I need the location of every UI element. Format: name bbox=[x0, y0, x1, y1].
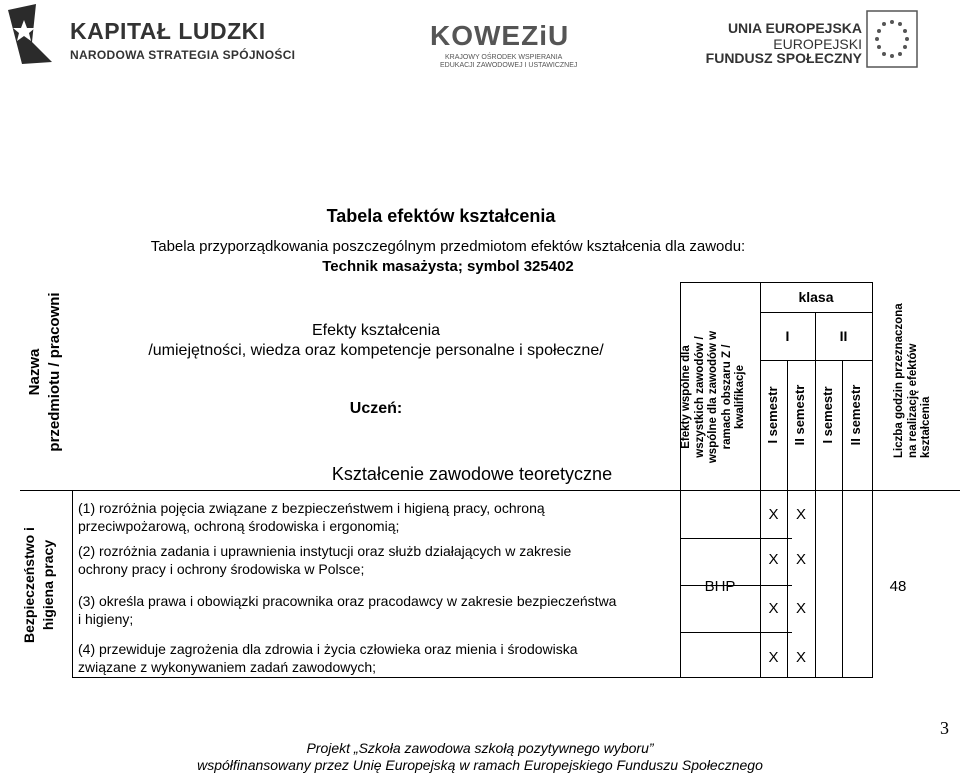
header-subject-line2: przedmiotu / pracowni bbox=[46, 292, 63, 452]
section-title: Kształcenie zawodowe teoretyczne bbox=[331, 464, 613, 484]
header-hours-line3: kształcenia bbox=[920, 396, 932, 458]
header-klasa-II: II bbox=[839, 328, 848, 344]
row-3-mark-2: X bbox=[795, 600, 806, 617]
footer-line-1: Projekt „Szkoła zawodowa szkołą pozytywnego wyboru” bbox=[306, 740, 654, 756]
header-semester-1: I semestr bbox=[765, 386, 780, 444]
kowezu-subtitle-2: EDUKACJI ZAWODOWEJ I USTAWICZNEJ bbox=[440, 62, 578, 69]
row-2-mark-2: X bbox=[795, 551, 806, 568]
row-1-line2: przeciwpożarową, ochroną środowiska i ergonomią; bbox=[78, 518, 400, 534]
row-3-line1: (3) określa prawa i obowiązki pracownika oraz pracodawcy w zakresie bezpieczeństwa bbox=[78, 593, 617, 609]
document-subtitle-1: Tabela przyporządkowania poszczególnym przedmiotom efektów kształcenia dla zawodu: bbox=[150, 238, 746, 255]
hours-value: 48 bbox=[889, 578, 907, 595]
document-subtitle-2: Technik masażysta; symbol 325402 bbox=[322, 258, 574, 275]
header-semester-4: II semestr bbox=[848, 384, 863, 446]
header-hours bbox=[893, 290, 935, 458]
row-2-mark-1: X bbox=[768, 551, 779, 568]
row-4-line2: związane z wykonywaniem zadań zawodowych; bbox=[78, 659, 377, 675]
ue-line-3: FUNDUSZ SPOŁECZNY bbox=[705, 50, 862, 66]
document-title: Tabela efektów kształcenia bbox=[326, 206, 556, 226]
kowezu-logo: KOWEZiU bbox=[430, 20, 570, 51]
table-row-3-text bbox=[78, 592, 678, 628]
row-1-mark-1: X bbox=[768, 506, 779, 523]
header-common-line3: wspólne dla zawodów w bbox=[707, 330, 719, 464]
kapital-ludzki-subtitle: NARODOWA STRATEGIA SPÓJNOŚCI bbox=[70, 48, 296, 62]
common-effects-value: BHP bbox=[704, 578, 736, 595]
header-klasa-I: I bbox=[785, 328, 790, 344]
row-2-line2: ochrony pracy i ochrony środowiska w Polsce; bbox=[78, 561, 365, 577]
footer-line-2: współfinansowany przez Unię Europejską w ramach Europejskiego Funduszu Społecznego bbox=[197, 757, 763, 773]
row-3-line2: i higieny; bbox=[78, 611, 134, 627]
header-common-line2: wszystkich zawodów / bbox=[693, 336, 706, 458]
header-subject bbox=[25, 287, 65, 457]
row-1-mark-2: X bbox=[795, 506, 806, 523]
header-effects-line2: /umiejętności, wiedza oraz kompetencje personalne i społeczne/ bbox=[148, 342, 604, 359]
header-effects-line1: Efekty kształcenia bbox=[311, 322, 441, 339]
row-4-mark-2: X bbox=[795, 649, 806, 666]
header-effects-uczen: Uczeń: bbox=[349, 400, 403, 417]
ue-line-1: UNIA EUROPEJSKA bbox=[727, 20, 862, 36]
table-row-2-text bbox=[78, 542, 678, 578]
header-hours-line1: Liczba godzin przeznaczona bbox=[893, 303, 905, 458]
subject-name-line1: Bezpieczeństwo i bbox=[21, 527, 37, 643]
header-common-line5: kwalifikacje bbox=[734, 365, 746, 429]
header-common-line1: Efekty wspólne dla bbox=[680, 345, 692, 449]
subject-name-line2: higiena pracy bbox=[40, 539, 56, 631]
header-semester-3: I semestr bbox=[820, 386, 835, 444]
kowezu-subtitle-1: KRAJOWY OŚRODEK WSPIERANIA bbox=[445, 54, 563, 61]
row-2-line1: (2) rozróżnia zadania i uprawnienia instytucji oraz służb działających w zakresie bbox=[78, 543, 572, 559]
subject-name bbox=[20, 500, 60, 670]
header-hours-line2: na realizację efektów bbox=[906, 343, 919, 458]
ue-line-2: EUROPEJSKI bbox=[773, 36, 862, 52]
table-row-4-text bbox=[78, 640, 678, 676]
header-common-effects bbox=[680, 314, 760, 480]
header-klasa: klasa bbox=[798, 289, 834, 305]
kapital-ludzki-logo bbox=[2, 2, 58, 72]
kapital-ludzki-title: KAPITAŁ LUDZKI bbox=[70, 18, 266, 44]
header-subject-line1: Nazwa bbox=[26, 348, 43, 396]
row-1-line1: (1) rozróżnia pojęcia związane z bezpieczeństwem i higieną pracy, ochroną bbox=[78, 500, 545, 516]
page-number: 3 bbox=[940, 718, 949, 738]
row-4-line1: (4) przewiduje zagrożenia dla zdrowia i życia człowieka oraz mienia i środowiska bbox=[78, 641, 578, 657]
row-4-mark-1: X bbox=[768, 649, 779, 666]
row-3-mark-1: X bbox=[768, 600, 779, 617]
eu-flag-icon bbox=[866, 10, 918, 68]
header-common-line4: ramach obszaru Z / bbox=[720, 344, 733, 450]
table-row-1-text bbox=[78, 499, 678, 535]
header-semester-2: II semestr bbox=[792, 384, 807, 446]
